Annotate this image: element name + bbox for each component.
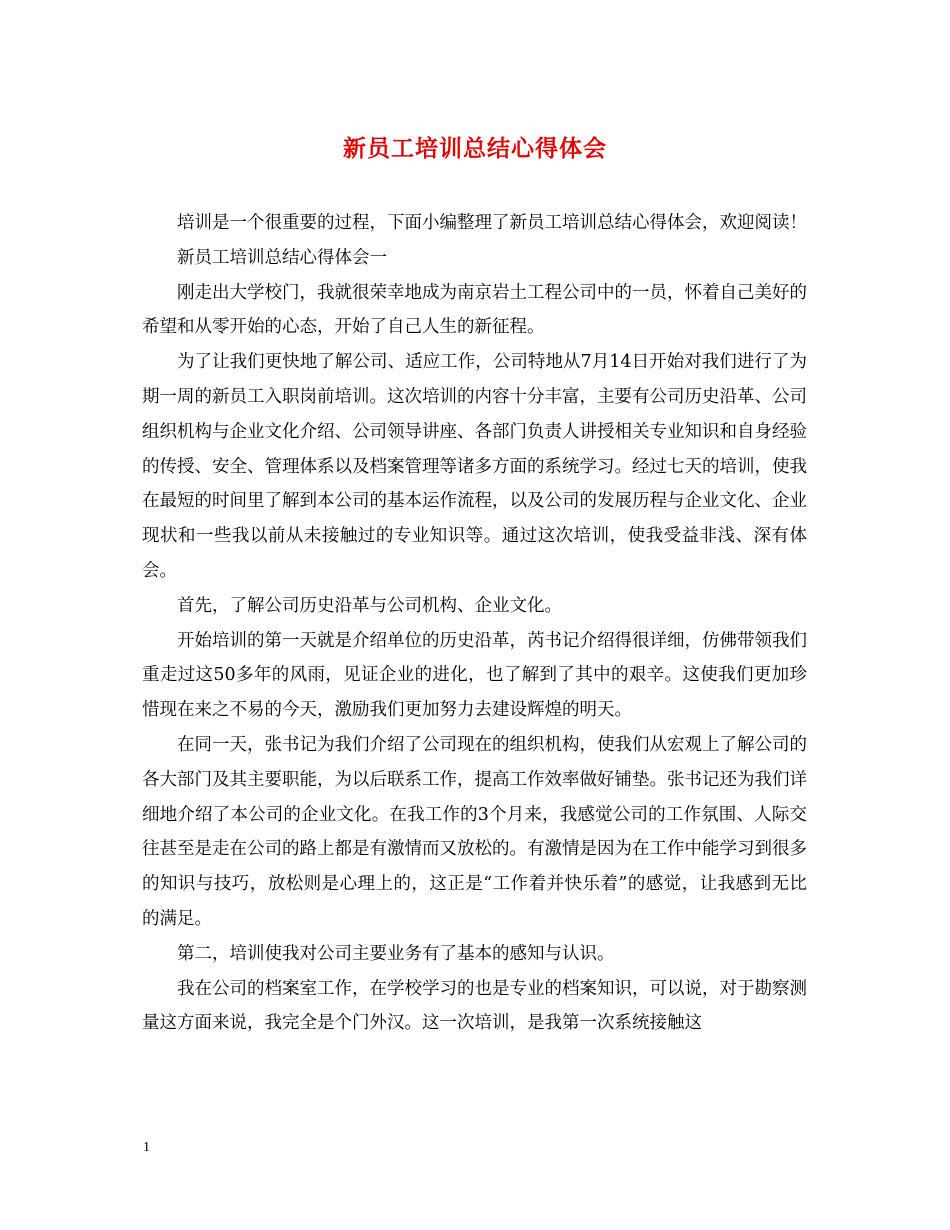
section-heading: 新员工培训总结心得体会一	[177, 247, 387, 268]
paragraph-intro: 培训是一个很重要的过程，下面小编整理了新员工培训总结心得体会，欢迎阅读！	[177, 213, 807, 233]
paragraph: 第二，培训使我对公司主要业务有了基本的感知与认识。	[177, 943, 615, 964]
paragraph: 为了让我们更快地了解公司、适应工作，公司特地从7月14日开始对我们进行了为期一周的新员工入职岗前培训。这次培训的内容十分丰富，主要有公司历史沿革、公司组织机构与企业文化介绍、公司领导讲座、各部门负责人讲授相关专业知识和自身经验的传授、安全、管理体系以及档案管理等诸多方面的系统学习。经过七天的培训，使我在最短的时间里了解到本公司的基本运作流程，以及公司的发展历程与企业文化、企业现状和一些我以前从未接触过的专业知识等。通过这次培训，使我受益非浅、深有体会。	[142, 352, 807, 581]
paragraph: 在同一天，张书记为我们介绍了公司现在的组织机构，使我们从宏观上了解公司的各大部门及其主要职能，为以后联系工作，提高工作效率做好铺垫。张书记还为我们详细地介绍了本公司的企业文化。在我工作的3个月来，我感觉公司的工作氛围、人际交往甚至是走在公司的路上都是有激情而又放松的。有激情是因为在工作中能学习到很多的知识与技巧，放松则是心理上的，这正是“工作着并快乐着”的感觉，让我感到无比的满足。	[142, 734, 807, 929]
document-title: 新员工培训总结心得体会	[343, 135, 607, 162]
paragraph: 开始培训的第一天就是介绍单位的历史沿革，芮书记介绍得很详细，仿佛带领我们重走过这50多年的风雨，见证企业的进化，也了解到了其中的艰辛。这使我们更加珍惜现在来之不易的今天，激励我们更加努力去建设辉煌的明天。	[142, 630, 807, 721]
page-number: 1	[143, 1140, 150, 1155]
paragraph: 首先，了解公司历史沿革与公司机构、企业文化。	[177, 595, 562, 616]
paragraph: 刚走出大学校门，我就很荣幸地成为南京岩土工程公司中的一员，怀着自己美好的希望和从零开始的心态，开始了自己人生的新征程。	[142, 282, 807, 338]
paragraph: 我在公司的档案室工作，在学校学习的也是专业的档案知识，可以说，对于勘察测量这方面来说，我完全是个门外汉。这一次培训，是我第一次系统接触这	[142, 978, 807, 1034]
document-body	[142, 206, 807, 1041]
